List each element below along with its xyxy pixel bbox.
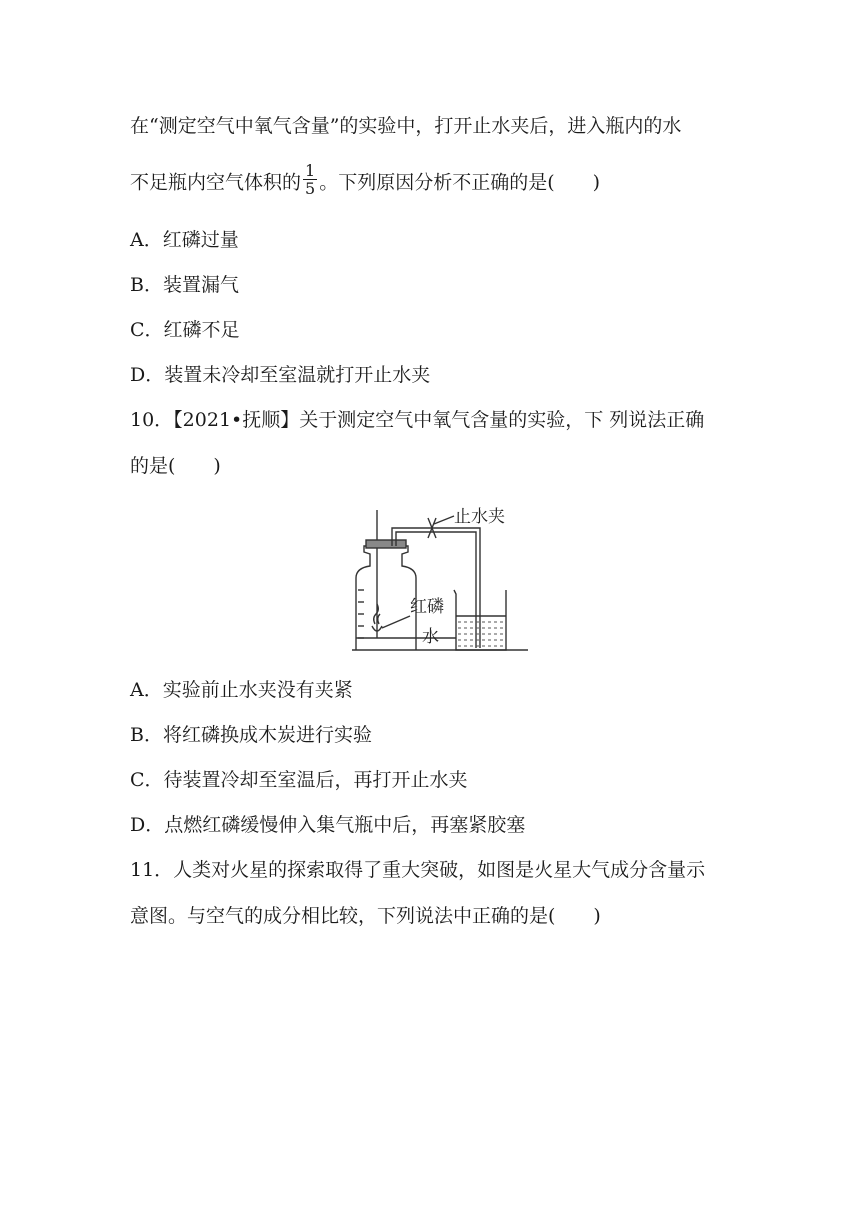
- q9-stem-line1: 在“测定空气中氧气含量”的实验中，打开止水夹后，进入瓶内的水: [130, 115, 682, 137]
- label-water: 水: [422, 627, 439, 647]
- clamp-pointer: [434, 516, 454, 524]
- phosphorus-pointer: [382, 616, 410, 628]
- q11-stem-line2: 意图。与空气的成分相比较，下列说法中正确的是( ): [130, 905, 601, 927]
- label-phosphorus: 红磷: [410, 597, 444, 617]
- q10-option-a: A．实验前止水夹没有夹紧: [130, 679, 353, 701]
- fraction-numerator: 1: [305, 161, 316, 180]
- apparatus-diagram: [350, 500, 530, 660]
- fraction-denominator: 5: [305, 179, 316, 198]
- q10-option-b: B．将红磷换成木炭进行实验: [130, 724, 372, 746]
- q10-stem-line1: 10．【2021•抚顺】关于测定空气中氧气含量的实验，下 列说法正确: [130, 409, 705, 431]
- q9-stem-line2-after: 。下列原因分析不正确的是( ): [319, 171, 601, 194]
- label-clamp: 止水夹: [454, 507, 505, 527]
- apparatus-figure: [350, 500, 530, 660]
- q10-stem-line2: 的是( ): [130, 455, 221, 477]
- q9-option-d: D．装置未冷却至室温就打开止水夹: [130, 364, 431, 386]
- flame-icon-2: [378, 614, 380, 624]
- fraction-one-fifth: [303, 162, 317, 197]
- q9-stem-line2: [130, 161, 601, 201]
- gas-bottle: [356, 546, 416, 650]
- q11-stem-line1: 11．人类对火星的探索取得了重大突破，如图是火星大气成分含量示: [130, 859, 706, 881]
- q10-option-c: C．待装置冷却至室温后，再打开止水夹: [130, 769, 468, 791]
- q9-option-b: B．装置漏气: [130, 274, 239, 296]
- q9-stem-line2-before: 不足瓶内空气体积的: [130, 171, 302, 194]
- q9-option-c: C．红磷不足: [130, 319, 240, 341]
- q10-option-d: D．点燃红磷缓慢伸入集气瓶中后，再塞紧胶塞: [130, 814, 526, 836]
- rubber-stopper: [366, 540, 406, 548]
- q9-option-a: A．红磷过量: [130, 229, 239, 251]
